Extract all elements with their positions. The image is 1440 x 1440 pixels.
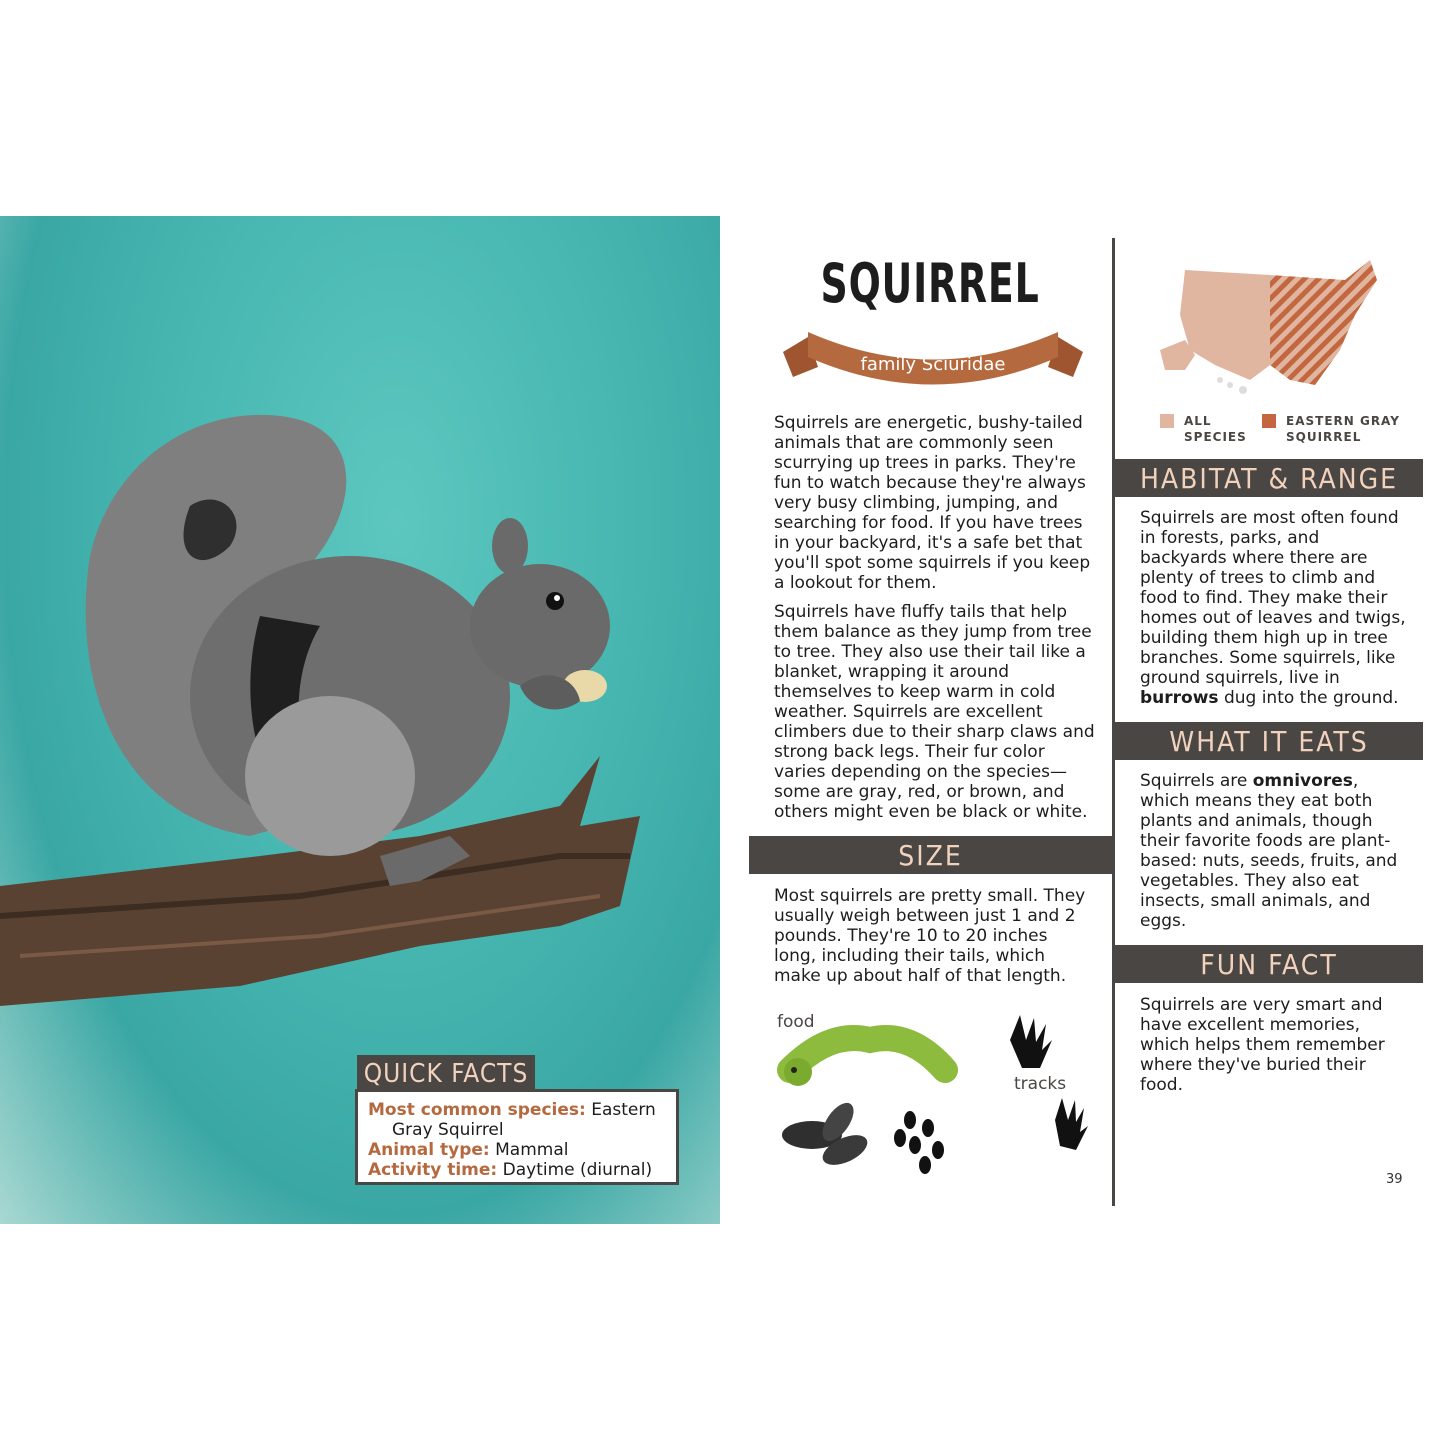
intro-paragraph-2: Squirrels have fluffy tails that help them balance as they jump from tree to tree. They also use their tail like a blanket, wrapping it around themselves to keep warm in cold weather. Squirrels are excellent climbers due to their sharp claws and strong back legs. Their fur color varies depending on the species—some are gray, red, or brown, and others might even be black or white. (774, 602, 1095, 822)
habitat-heading: HABITAT & RANGE (1115, 459, 1423, 497)
burrows-term: burrows (1140, 688, 1219, 708)
caterpillar-icon (784, 1038, 945, 1086)
common-species-value: Eastern (591, 1100, 656, 1120)
size-heading: SIZE (749, 836, 1112, 874)
animal-type-label: Animal type: (368, 1140, 490, 1160)
all-species-swatch (1160, 414, 1174, 428)
berries-icon (894, 1111, 944, 1174)
animal-type-value: Mammal (495, 1140, 569, 1160)
activity-time-label: Activity time: (368, 1160, 498, 1180)
page-number: 39 (1386, 1172, 1403, 1187)
quick-facts-heading: QUICK FACTS (357, 1055, 535, 1091)
what-it-eats-text: Squirrels are omnivores, which means they eat both plants and animals, though their favorite foods are plant-based: nuts, seeds, fruits, and vegetables. They also eat insects, small animals, and eggs. (1140, 771, 1398, 931)
track-icon (1010, 1015, 1088, 1150)
intro-paragraph-1: Squirrels are energetic, bushy-tailed animals that are commonly seen scurrying up trees in parks. They're fun to watch because they're always very busy climbing, jumping, and searching for food. If you have trees in your backyard, it's a safe bet that you'll spot some squirrels if you keep a lookout for them. (774, 413, 1091, 593)
habitat-text: Squirrels are most often found in forests, parks, and backyards where there are plenty of trees to climb and food to find. They make their homes out of leaves and twigs, building them high up in tree branches. Some squirrels, like ground squirrels, live in burrows dug into the ground. (1140, 508, 1406, 708)
seeds-icon (782, 1098, 872, 1171)
omnivores-term: omnivores (1252, 771, 1353, 791)
fun-fact-heading: FUN FACT (1115, 945, 1423, 983)
activity-time-value: Daytime (diurnal) (502, 1160, 653, 1180)
fun-fact-text: Squirrels are very smart and have excellent memories, which helps them remember where they've buried their food. (1140, 995, 1385, 1095)
us-range-map (1155, 255, 1385, 410)
family-ribbon (778, 312, 1088, 392)
food-label: food (777, 1012, 815, 1032)
common-species-label: Most common species: (368, 1100, 586, 1120)
tracks-label: tracks (1014, 1074, 1067, 1094)
eastern-gray-swatch (1262, 414, 1276, 428)
page-title: SQUIRREL (820, 252, 1040, 315)
eastern-gray-legend: EASTERN GRAY SQUIRREL (1286, 414, 1400, 444)
intro-text (774, 413, 1096, 831)
common-species-value-cont: Gray Squirrel (392, 1120, 504, 1140)
what-it-eats-heading: WHAT IT EATS (1115, 722, 1423, 760)
family-name: family Sciuridae (860, 354, 1006, 375)
all-species-legend: ALL SPECIES (1184, 414, 1247, 444)
size-text: Most squirrels are pretty small. They usually weigh between just 1 and 2 pounds. They're 10 to 20 inches long, including their tails, which make up about half of that length. (774, 886, 1086, 986)
quick-facts-box (355, 1089, 679, 1185)
food-and-tracks-icons (770, 1010, 1100, 1180)
